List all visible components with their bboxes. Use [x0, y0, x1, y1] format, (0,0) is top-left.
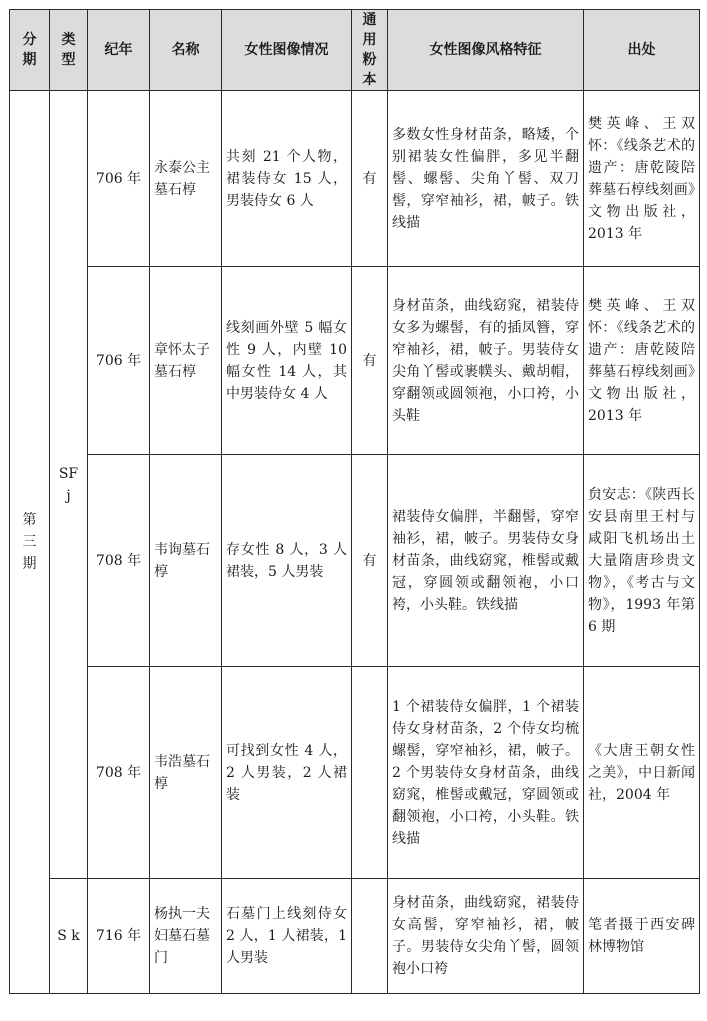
- style-cell: 裙装侍女偏胖，半翻髻，穿窄袖衫，裙，帔子。男装侍女身材苗条，曲线窈窕，椎髻或戴冠，穿圆领或翻领袍，小口袴，小头鞋。铁线描: [388, 455, 584, 667]
- header-draft: 通 用 粉 本: [352, 10, 388, 91]
- name-cell: 章怀太子墓石椁: [150, 267, 222, 455]
- year-cell: 708 年: [88, 455, 150, 667]
- draft-cell: 有: [352, 91, 388, 267]
- name-cell: 韦浩墓石椁: [150, 667, 222, 879]
- table-row: [10, 667, 700, 879]
- situation-cell: 共刻 21 个人物，裙装侍女 15 人，男装侍女 6 人: [222, 91, 352, 267]
- source-cell: 樊英峰、王双怀：《线条艺术的遗产：唐乾陵陪葬墓石椁线刻画》文物出版社，2013 年: [584, 267, 700, 455]
- table-row: [10, 91, 700, 267]
- draft-cell: [352, 667, 388, 879]
- year-cell: 706 年: [88, 267, 150, 455]
- name-cell: 韦询墓石椁: [150, 455, 222, 667]
- draft-cell: 有: [352, 267, 388, 455]
- year-cell: 716 年: [88, 879, 150, 994]
- style-cell: 多数女性身材苗条，略矮，个别裙装女性偏胖，多见半翻髻、螺髻、尖角丫髻、双刀髻，穿窄袖衫，裙，帔子。铁线描: [388, 91, 584, 267]
- style-cell: 1 个裙装侍女偏胖，1 个裙装侍女身材苗条，2 个侍女均梳螺髻，穿窄袖衫，裙，帔子。2 个男装侍女身材苗条，曲线窈窕，椎髻或戴冠，穿圆领或翻领袍，小口袴，小头鞋。铁线描: [388, 667, 584, 879]
- name-cell: 杨执一夫妇墓石墓门: [150, 879, 222, 994]
- header-row: [10, 10, 700, 91]
- data-table: [9, 9, 700, 994]
- source-cell: 贠安志：《陕西长安县南里王村与咸阳飞机场出土大量隋唐珍贵文物》，《考古与文物》，1993 年第 6 期: [584, 455, 700, 667]
- header-situation: 女性图像情况: [222, 10, 352, 91]
- situation-cell: 存女性 8 人，3 人裙装，5 人男装: [222, 455, 352, 667]
- header-source: 出处: [584, 10, 700, 91]
- draft-cell: [352, 879, 388, 994]
- year-cell: 708 年: [88, 667, 150, 879]
- name-cell: 永泰公主墓石椁: [150, 91, 222, 267]
- situation-cell: 石墓门上线刻侍女 2 人，1 人裙装，1 人男装: [222, 879, 352, 994]
- situation-cell: 可找到女性 4 人，2 人男装，2 人裙装: [222, 667, 352, 879]
- source-cell: 笔者摄于西安碑林博物馆: [584, 879, 700, 994]
- header-name: 名称: [150, 10, 222, 91]
- style-cell: 身材苗条，曲线窈窕，裙装侍女高髻，穿窄袖衫，裙，帔子。男装侍女尖角丫髻，圆领袍小口袴: [388, 879, 584, 994]
- header-period: 分 期: [10, 10, 50, 91]
- year-cell: 706 年: [88, 91, 150, 267]
- header-style: 女性图像风格特征: [388, 10, 584, 91]
- table-row: [10, 455, 700, 667]
- table-row: [10, 879, 700, 994]
- situation-cell: 线刻画外壁 5 幅女性 9 人，内壁 10 幅女性 14 人，其中男装侍女 4 人: [222, 267, 352, 455]
- source-cell: 樊英峰、王双怀：《线条艺术的遗产：唐乾陵陪葬墓石椁线刻画》文物出版社，2013 年: [584, 91, 700, 267]
- header-year: 纪年: [88, 10, 150, 91]
- period-cell: 第 三 期: [10, 91, 50, 994]
- table-row: [10, 267, 700, 455]
- type-cell: S k: [50, 879, 88, 994]
- style-cell: 身材苗条，曲线窈窕，裙装侍女多为螺髻，有的插凤簪，穿窄袖衫，裙，帔子。男装侍女尖角丫髻或裹幞头、戴胡帽，穿翻领或圆领袍，小口袴，小头鞋: [388, 267, 584, 455]
- type-cell: SF j: [50, 91, 88, 879]
- source-cell: 《大唐王朝女性之美》，中日新闻社，2004 年: [584, 667, 700, 879]
- draft-cell: 有: [352, 455, 388, 667]
- header-type: 类 型: [50, 10, 88, 91]
